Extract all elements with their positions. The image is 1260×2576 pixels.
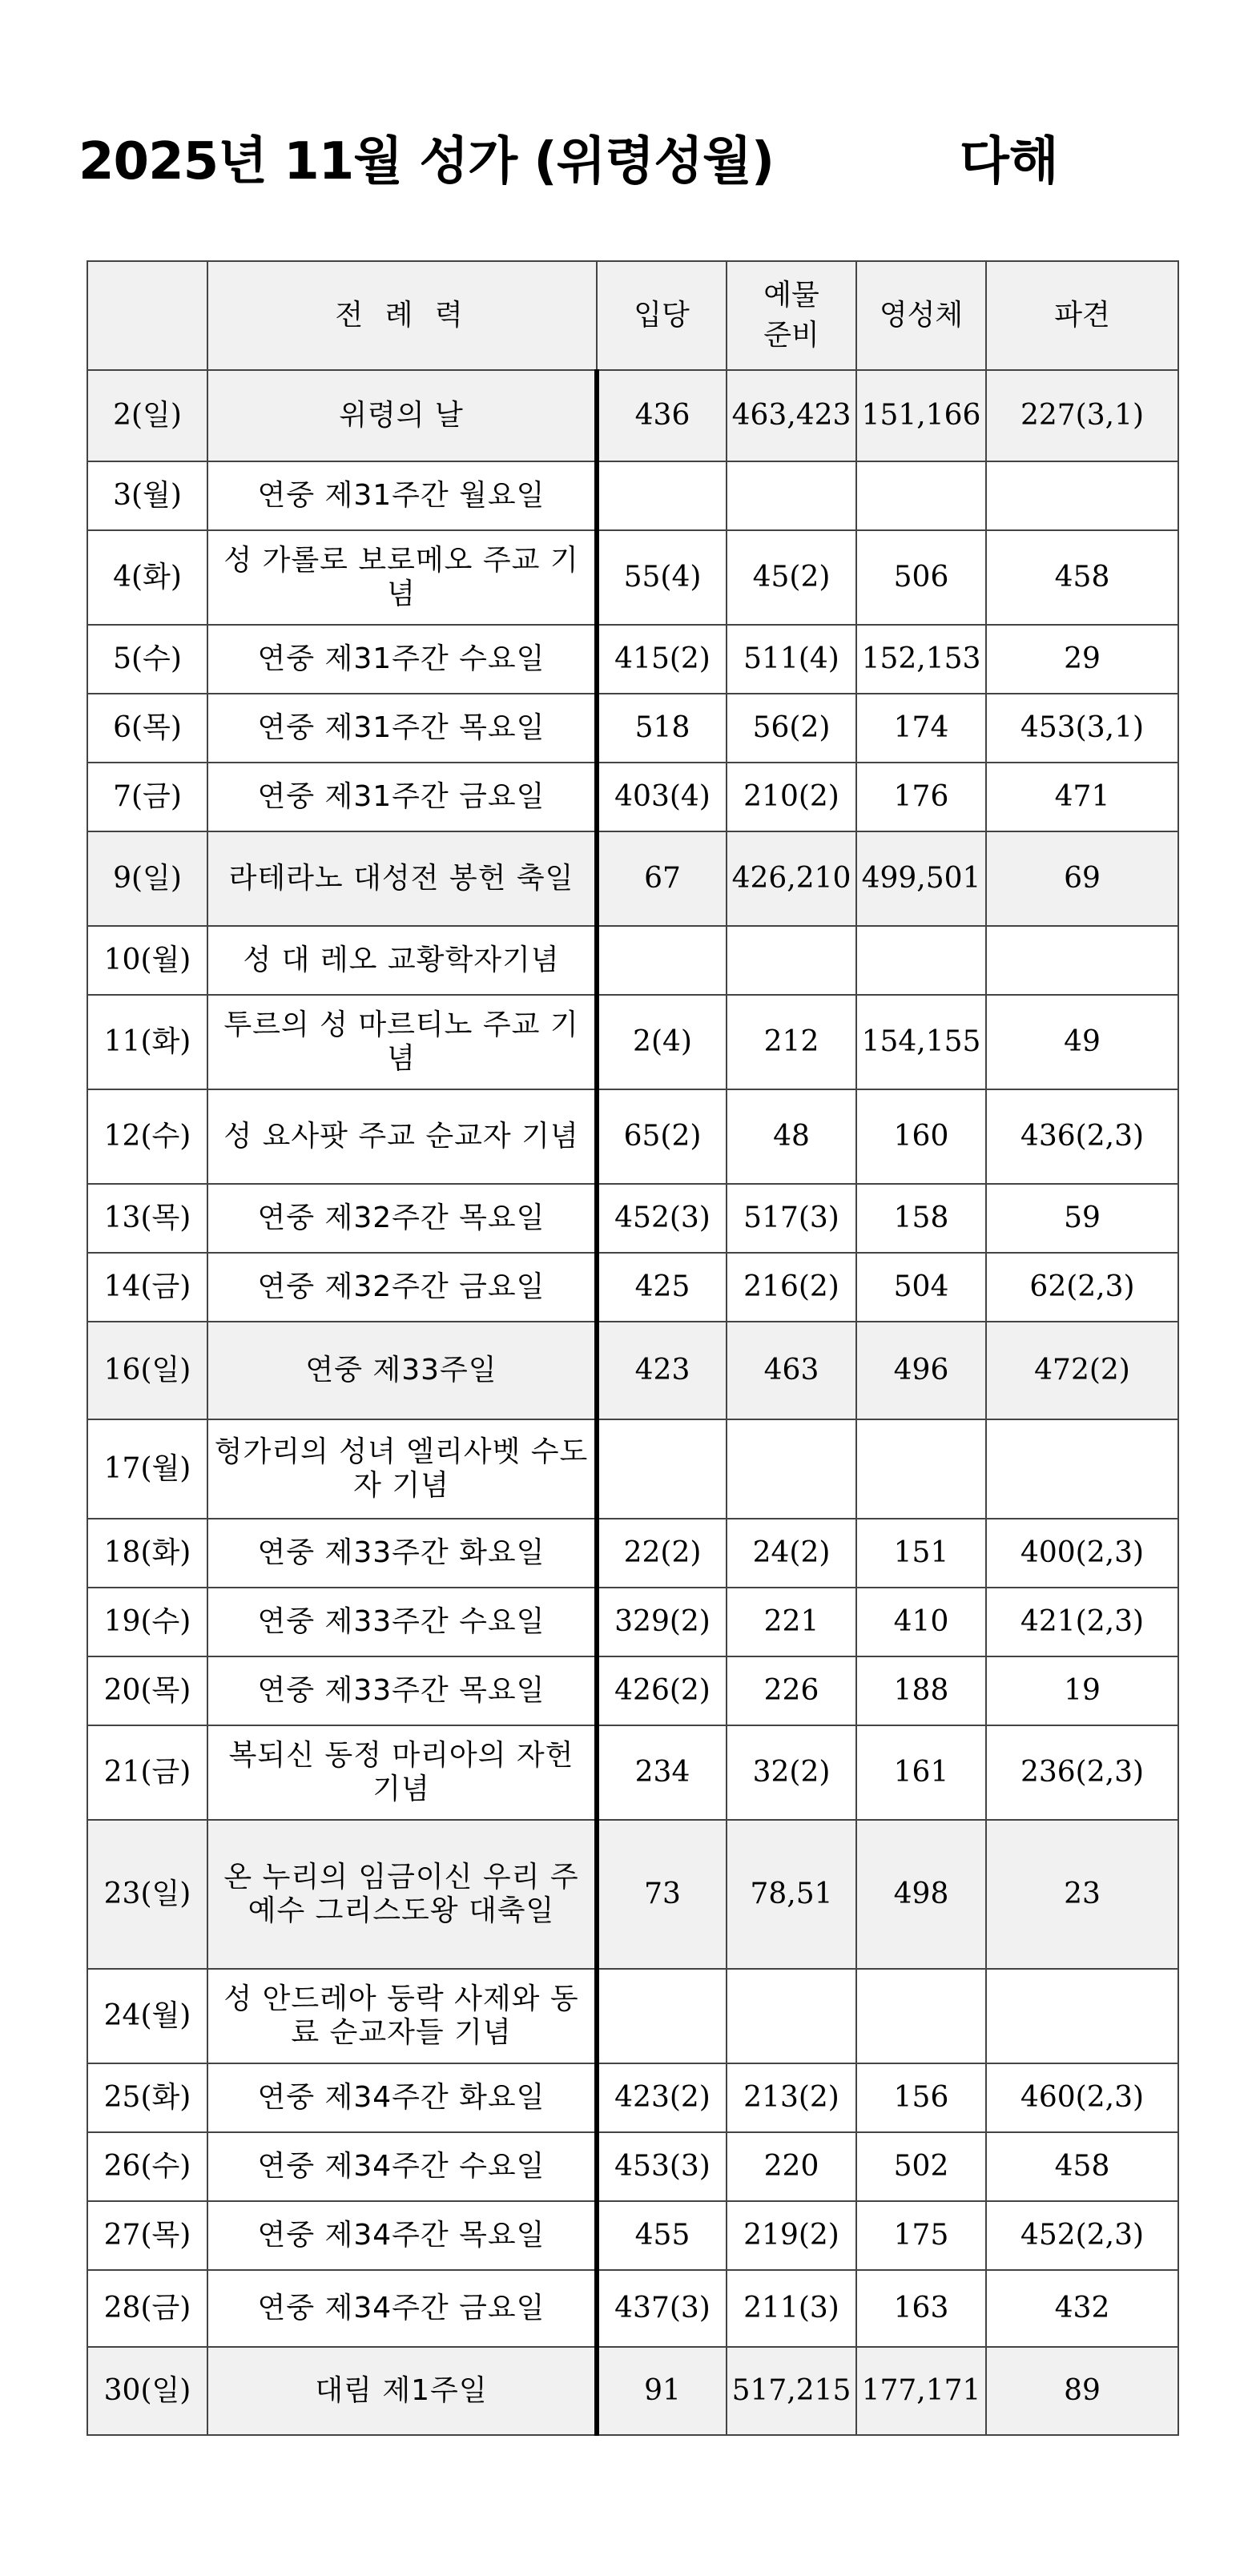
entrance-cell: 426(2) bbox=[597, 1656, 727, 1725]
entrance-cell: 55(4) bbox=[597, 530, 727, 625]
entrance-cell: 453(3) bbox=[597, 2132, 727, 2201]
table-row bbox=[87, 1322, 1178, 1419]
table-row bbox=[87, 2201, 1178, 2270]
liturgy-cell: 연중 제31주간 금요일 bbox=[207, 763, 597, 831]
liturgy-cell: 성 안드레아 둥락 사제와 동료 순교자들 기념 bbox=[207, 1969, 597, 2063]
dismissal-cell: 460(2,3) bbox=[986, 2063, 1178, 2132]
table-row bbox=[87, 2132, 1178, 2201]
liturgy-cell: 연중 제34주간 목요일 bbox=[207, 2201, 597, 2270]
table-row bbox=[87, 1184, 1178, 1253]
offertory-cell: 210(2) bbox=[727, 763, 856, 831]
communion-cell: 177,171 bbox=[856, 2347, 986, 2435]
communion-cell: 502 bbox=[856, 2132, 986, 2201]
table-row bbox=[87, 694, 1178, 763]
date-cell: 3(월) bbox=[87, 461, 207, 530]
dismissal-cell: 69 bbox=[986, 831, 1178, 926]
offertory-cell: 32(2) bbox=[727, 1725, 856, 1820]
header-offertory-line2: 준비 bbox=[763, 319, 819, 352]
dismissal-cell: 453(3,1) bbox=[986, 694, 1178, 763]
table-row bbox=[87, 1419, 1178, 1519]
entrance-cell: 437(3) bbox=[597, 2270, 727, 2347]
date-cell: 6(목) bbox=[87, 694, 207, 763]
offertory-cell: 221 bbox=[727, 1588, 856, 1656]
entrance-cell: 73 bbox=[597, 1820, 727, 1969]
date-cell: 19(수) bbox=[87, 1588, 207, 1656]
liturgy-cell: 복되신 동정 마리아의 자헌 기념 bbox=[207, 1725, 597, 1820]
table-row bbox=[87, 1588, 1178, 1656]
dismissal-cell: 236(2,3) bbox=[986, 1725, 1178, 1820]
table-body bbox=[87, 370, 1178, 2435]
offertory-cell: 45(2) bbox=[727, 530, 856, 625]
offertory-cell bbox=[727, 461, 856, 530]
liturgy-cell: 대림 제1주일 bbox=[207, 2347, 597, 2435]
date-cell: 25(화) bbox=[87, 2063, 207, 2132]
date-cell: 9(일) bbox=[87, 831, 207, 926]
dismissal-cell: 472(2) bbox=[986, 1322, 1178, 1419]
table-row bbox=[87, 1519, 1178, 1588]
communion-cell bbox=[856, 1969, 986, 2063]
table-row bbox=[87, 1725, 1178, 1820]
date-cell: 21(금) bbox=[87, 1725, 207, 1820]
liturgy-cell: 연중 제32주간 목요일 bbox=[207, 1184, 597, 1253]
date-cell: 13(목) bbox=[87, 1184, 207, 1253]
liturgy-cell: 연중 제33주간 목요일 bbox=[207, 1656, 597, 1725]
dismissal-cell: 29 bbox=[986, 625, 1178, 694]
liturgy-cell: 연중 제32주간 금요일 bbox=[207, 1253, 597, 1322]
table-row bbox=[87, 625, 1178, 694]
communion-cell: 499,501 bbox=[856, 831, 986, 926]
date-cell: 4(화) bbox=[87, 530, 207, 625]
date-cell: 11(화) bbox=[87, 995, 207, 1089]
date-cell: 17(월) bbox=[87, 1419, 207, 1519]
table-row bbox=[87, 1969, 1178, 2063]
offertory-cell bbox=[727, 1419, 856, 1519]
communion-cell: 410 bbox=[856, 1588, 986, 1656]
communion-cell: 504 bbox=[856, 1253, 986, 1322]
entrance-cell: 425 bbox=[597, 1253, 727, 1322]
header-entrance: 입당 bbox=[597, 261, 727, 370]
table-row bbox=[87, 461, 1178, 530]
liturgy-cell: 성 요사팟 주교 순교자 기념 bbox=[207, 1089, 597, 1184]
header-offertory-line1: 예물 bbox=[763, 279, 819, 312]
offertory-cell: 220 bbox=[727, 2132, 856, 2201]
dismissal-cell: 458 bbox=[986, 2132, 1178, 2201]
header-date bbox=[87, 261, 207, 370]
liturgy-cell: 연중 제31주간 수요일 bbox=[207, 625, 597, 694]
date-cell: 18(화) bbox=[87, 1519, 207, 1588]
hymn-schedule-table bbox=[87, 260, 1179, 2436]
offertory-cell: 219(2) bbox=[727, 2201, 856, 2270]
entrance-cell: 234 bbox=[597, 1725, 727, 1820]
communion-cell: 152,153 bbox=[856, 625, 986, 694]
table-row bbox=[87, 831, 1178, 926]
date-cell: 27(목) bbox=[87, 2201, 207, 2270]
offertory-cell: 511(4) bbox=[727, 625, 856, 694]
offertory-cell bbox=[727, 1969, 856, 2063]
page-title: 2025년 11월 성가 (위령성월) bbox=[78, 132, 775, 191]
offertory-cell: 426,210 bbox=[727, 831, 856, 926]
dismissal-cell: 89 bbox=[986, 2347, 1178, 2435]
entrance-cell: 436 bbox=[597, 370, 727, 461]
date-cell: 20(목) bbox=[87, 1656, 207, 1725]
liturgy-cell: 성 가롤로 보로메오 주교 기념 bbox=[207, 530, 597, 625]
liturgy-cell: 온 누리의 임금이신 우리 주 예수 그리스도왕 대축일 bbox=[207, 1820, 597, 1969]
table-row bbox=[87, 530, 1178, 625]
entrance-cell: 67 bbox=[597, 831, 727, 926]
entrance-cell: 518 bbox=[597, 694, 727, 763]
table-row bbox=[87, 2347, 1178, 2435]
date-cell: 2(일) bbox=[87, 370, 207, 461]
offertory-cell bbox=[727, 926, 856, 995]
entrance-cell: 452(3) bbox=[597, 1184, 727, 1253]
dismissal-cell: 452(2,3) bbox=[986, 2201, 1178, 2270]
dismissal-cell bbox=[986, 926, 1178, 995]
liturgy-cell: 성 대 레오 교황학자기념 bbox=[207, 926, 597, 995]
liturgy-cell: 연중 제34주간 수요일 bbox=[207, 2132, 597, 2201]
entrance-cell: 329(2) bbox=[597, 1588, 727, 1656]
table-row bbox=[87, 926, 1178, 995]
entrance-cell bbox=[597, 1419, 727, 1519]
communion-cell: 158 bbox=[856, 1184, 986, 1253]
dismissal-cell: 23 bbox=[986, 1820, 1178, 1969]
entrance-cell: 91 bbox=[597, 2347, 727, 2435]
date-cell: 14(금) bbox=[87, 1253, 207, 1322]
communion-cell: 176 bbox=[856, 763, 986, 831]
entrance-cell: 455 bbox=[597, 2201, 727, 2270]
table-row bbox=[87, 2270, 1178, 2347]
liturgy-cell: 연중 제31주간 월요일 bbox=[207, 461, 597, 530]
entrance-cell: 2(4) bbox=[597, 995, 727, 1089]
communion-cell bbox=[856, 1419, 986, 1519]
entrance-cell bbox=[597, 1969, 727, 2063]
table-row bbox=[87, 1253, 1178, 1322]
offertory-cell: 463,423 bbox=[727, 370, 856, 461]
communion-cell: 151 bbox=[856, 1519, 986, 1588]
liturgy-cell: 라테라노 대성전 봉헌 축일 bbox=[207, 831, 597, 926]
table-row bbox=[87, 995, 1178, 1089]
communion-cell: 156 bbox=[856, 2063, 986, 2132]
liturgy-cell: 연중 제33주간 화요일 bbox=[207, 1519, 597, 1588]
header-communion: 영성체 bbox=[856, 261, 986, 370]
dismissal-cell: 458 bbox=[986, 530, 1178, 625]
entrance-cell: 423 bbox=[597, 1322, 727, 1419]
header-offertory bbox=[727, 261, 856, 370]
communion-cell: 151,166 bbox=[856, 370, 986, 461]
offertory-cell: 212 bbox=[727, 995, 856, 1089]
entrance-cell bbox=[597, 926, 727, 995]
table-row bbox=[87, 1820, 1178, 1969]
communion-cell: 188 bbox=[856, 1656, 986, 1725]
entrance-cell: 65(2) bbox=[597, 1089, 727, 1184]
communion-cell bbox=[856, 926, 986, 995]
date-cell: 12(수) bbox=[87, 1089, 207, 1184]
liturgy-cell: 연중 제34주간 화요일 bbox=[207, 2063, 597, 2132]
offertory-cell: 517(3) bbox=[727, 1184, 856, 1253]
date-cell: 16(일) bbox=[87, 1322, 207, 1419]
offertory-cell: 463 bbox=[727, 1322, 856, 1419]
offertory-cell: 517,215 bbox=[727, 2347, 856, 2435]
communion-cell: 506 bbox=[856, 530, 986, 625]
date-cell: 5(수) bbox=[87, 625, 207, 694]
date-cell: 28(금) bbox=[87, 2270, 207, 2347]
entrance-cell: 22(2) bbox=[597, 1519, 727, 1588]
entrance-cell: 423(2) bbox=[597, 2063, 727, 2132]
liturgy-cell: 투르의 성 마르티노 주교 기념 bbox=[207, 995, 597, 1089]
date-cell: 30(일) bbox=[87, 2347, 207, 2435]
date-cell: 26(수) bbox=[87, 2132, 207, 2201]
header-row bbox=[87, 261, 1178, 370]
liturgy-cell: 헝가리의 성녀 엘리사벳 수도자 기념 bbox=[207, 1419, 597, 1519]
offertory-cell: 211(3) bbox=[727, 2270, 856, 2347]
dismissal-cell bbox=[986, 1969, 1178, 2063]
entrance-cell: 403(4) bbox=[597, 763, 727, 831]
table-row bbox=[87, 2063, 1178, 2132]
communion-cell bbox=[856, 461, 986, 530]
dismissal-cell bbox=[986, 461, 1178, 530]
table-row bbox=[87, 370, 1178, 461]
entrance-cell bbox=[597, 461, 727, 530]
dismissal-cell: 400(2,3) bbox=[986, 1519, 1178, 1588]
liturgy-cell: 연중 제33주일 bbox=[207, 1322, 597, 1419]
dismissal-cell: 227(3,1) bbox=[986, 370, 1178, 461]
offertory-cell: 24(2) bbox=[727, 1519, 856, 1588]
dismissal-cell: 59 bbox=[986, 1184, 1178, 1253]
offertory-cell: 226 bbox=[727, 1656, 856, 1725]
communion-cell: 174 bbox=[856, 694, 986, 763]
dismissal-cell: 421(2,3) bbox=[986, 1588, 1178, 1656]
offertory-cell: 56(2) bbox=[727, 694, 856, 763]
communion-cell: 496 bbox=[856, 1322, 986, 1419]
date-cell: 7(금) bbox=[87, 763, 207, 831]
header-dismissal: 파견 bbox=[986, 261, 1178, 370]
dismissal-cell: 49 bbox=[986, 995, 1178, 1089]
header-liturgy: 전 례 력 bbox=[207, 261, 597, 370]
entrance-cell: 415(2) bbox=[597, 625, 727, 694]
communion-cell: 154,155 bbox=[856, 995, 986, 1089]
communion-cell: 498 bbox=[856, 1820, 986, 1969]
offertory-cell: 213(2) bbox=[727, 2063, 856, 2132]
dismissal-cell: 62(2,3) bbox=[986, 1253, 1178, 1322]
liturgical-cycle: 다해 bbox=[960, 132, 1059, 191]
date-cell: 24(월) bbox=[87, 1969, 207, 2063]
dismissal-cell: 432 bbox=[986, 2270, 1178, 2347]
liturgy-cell: 연중 제34주간 금요일 bbox=[207, 2270, 597, 2347]
dismissal-cell: 436(2,3) bbox=[986, 1089, 1178, 1184]
date-cell: 10(월) bbox=[87, 926, 207, 995]
table-row bbox=[87, 1656, 1178, 1725]
communion-cell: 175 bbox=[856, 2201, 986, 2270]
offertory-cell: 78,51 bbox=[727, 1820, 856, 1969]
offertory-cell: 216(2) bbox=[727, 1253, 856, 1322]
dismissal-cell: 471 bbox=[986, 763, 1178, 831]
communion-cell: 160 bbox=[856, 1089, 986, 1184]
liturgy-cell: 연중 제31주간 목요일 bbox=[207, 694, 597, 763]
dismissal-cell: 19 bbox=[986, 1656, 1178, 1725]
communion-cell: 163 bbox=[856, 2270, 986, 2347]
communion-cell: 161 bbox=[856, 1725, 986, 1820]
dismissal-cell bbox=[986, 1419, 1178, 1519]
date-cell: 23(일) bbox=[87, 1820, 207, 1969]
liturgy-cell: 연중 제33주간 수요일 bbox=[207, 1588, 597, 1656]
table-row bbox=[87, 763, 1178, 831]
table-row bbox=[87, 1089, 1178, 1184]
offertory-cell: 48 bbox=[727, 1089, 856, 1184]
title-row bbox=[78, 120, 1200, 216]
liturgy-cell: 위령의 날 bbox=[207, 370, 597, 461]
